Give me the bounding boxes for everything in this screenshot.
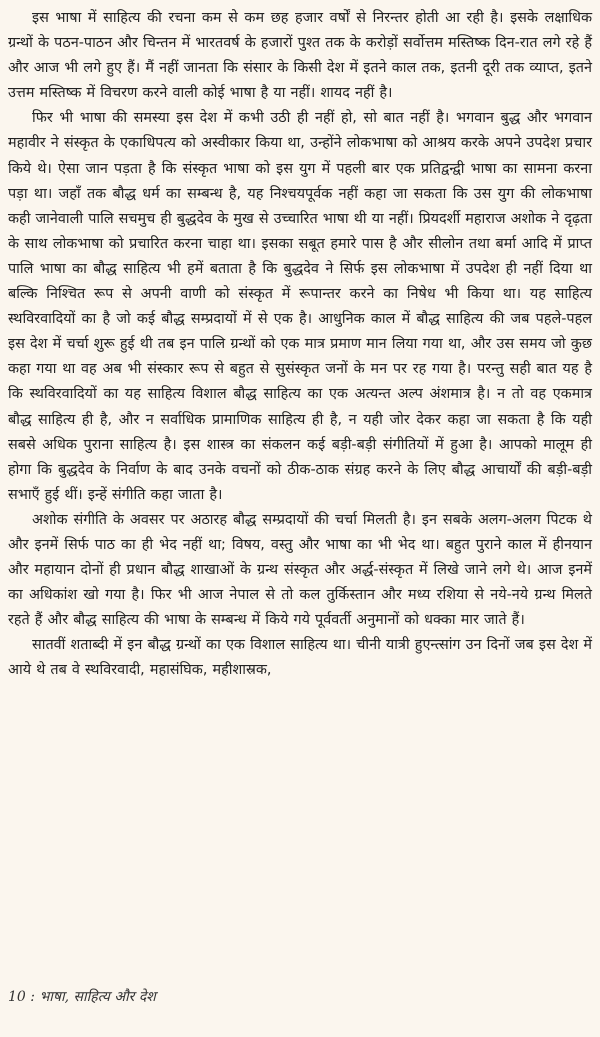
paragraph-3: अशोक संगीति के अवसर पर अठारह बौद्ध सम्प्रदायों की चर्चा मिलती है। इन सबके अलग-अलग पिटक थे और इनमें सिर्फ पाठ का ही भेद नहीं था; विषय, वस्तु और भाषा का भी भेद था। बहुत पुराने काल में हीनयान और महायान दोनों ही प्रधान बौद्ध शाखाओं के ग्रन्थ संस्कृत और अर्द्ध-संस्कृत में लिखे जाने लगे थे। आज इनमें का अधिकांश खो गया है। फिर भी आज नेपाल से तो कल तुर्किस्तान और मध्य रशिया से नये-नये ग्रन्थ मिलते रहते हैं और बौद्ध साहित्य की भाषा के सम्बन्ध में किये गये पूर्ववर्ती अनुमानों को धक्का मार जाते हैं। [8, 511, 592, 629]
footer-separator: : [25, 989, 40, 1005]
page-number: 10 [8, 989, 26, 1005]
paragraph-4: सातवीं शताब्दी में इन बौद्ध ग्रन्थों का एक विशाल साहित्य था। चीनी यात्री हुएन्त्सांग उन दिनों जब इस देश में आये थे तब वे स्थविरवादी, महासंघिक, महीशास्रक, [8, 637, 592, 679]
paragraph-2: फिर भी भाषा की समस्या इस देश में कभी उठी ही नहीं हो, सो बात नहीं है। भगवान बुद्ध और भगवान महावीर ने संस्कृत के एकाधिपत्य को अस्वीकार किया था, उन्होंने लोकभाषा को आश्रय करके अपने उपदेश प्रचार किये थे। ऐसा जान पड़ता है कि संस्कृत भाषा को इस युग में पहली बार एक प्रतिद्वन्द्वी भाषा का सामना करना पड़ा था। जहाँ तक बौद्ध धर्म का सम्बन्ध है, यह निश्चयपूर्वक नहीं कहा जा सकता कि उस युग की लोकभाषा कही जानेवाली पालि सचमुच ही बुद्धदेव के मुख से उच्चारित भाषा थी या नहीं। प्रियदर्शी महाराज अशोक ने दृढ़ता के साथ लोकभाषा को प्रचारित करना चाहा था। इसका सबूत हमारे पास है और सीलोन तथा बर्मा आदि में प्राप्त पालि भाषा का बौद्ध साहित्य भी हमें बताता है कि बुद्धदेव ने सिर्फ इस लोकभाषा में उपदेश ही नहीं दिया था बल्कि निश्चित रूप से अपनी वाणी को संस्कृत में रूपान्तर करने का निषेध भी किया था। यह साहित्य स्थविरवादियों का है जो कई बौद्ध सम्प्रदायों में से एक है। आधुनिक काल में बौद्ध साहित्य की जब पहले-पहल इस देश में चर्चा शुरू हुई थी तब इन पालि ग्रन्थों को एक मात्र प्रमाण मान लिया गया था, और उस समय जो कुछ कहा गया था वह अब भी संस्कार रूप से बहुत से सुसंस्कृत जनों के मन पर रह गया है। परन्तु सही बात यह है कि स्थविरवादियों का यह साहित्य विशाल बौद्ध साहित्य का एक अत्यन्त अल्प अंशमात्र है। न तो वह एकमात्र बौद्ध साहित्य ही है, और न सर्वाधिक प्रामाणिक साहित्य ही है, न यही जोर देकर कहा जा सकता है कि यही सबसे अधिक पुराना साहित्य है। इस शास्त्र का संकलन कई बड़ी-बड़ी संगीतियों में हुआ है। आपको मालूम ही होगा कि बुद्धदेव के निर्वाण के बाद उनके वचनों को ठीक-ठाक संग्रह करने के लिए बौद्ध आचार्यों की बड़ी-बड़ी सभाएँ हुई थीं। इन्हें संगीति कहा जाता है। [8, 110, 592, 503]
page-footer [8, 987, 156, 1006]
paragraph-1: इस भाषा में साहित्य की रचना कम से कम छह हजार वर्षों से निरन्तर होती आ रही है। इसके लक्षाधिक ग्रन्थों के पठन-पाठन और चिन्तन में भारतवर्ष के हजारों पुश्त तक के करोड़ों सर्वोत्तम मस्तिष्क दिन-रात लगे रहे हैं और आज भी लगे हुए हैं। मैं नहीं जानता कि संसार के किसी देश में इतने काल तक, इतनी दूरी तक व्याप्त, इतने उत्तम मस्तिष्क में विचरण करने वाली कोई भाषा है या नहीं। शायद नहीं है। [8, 10, 592, 102]
page-body [8, 6, 592, 684]
running-title: भाषा, साहित्य और देश [39, 989, 156, 1005]
